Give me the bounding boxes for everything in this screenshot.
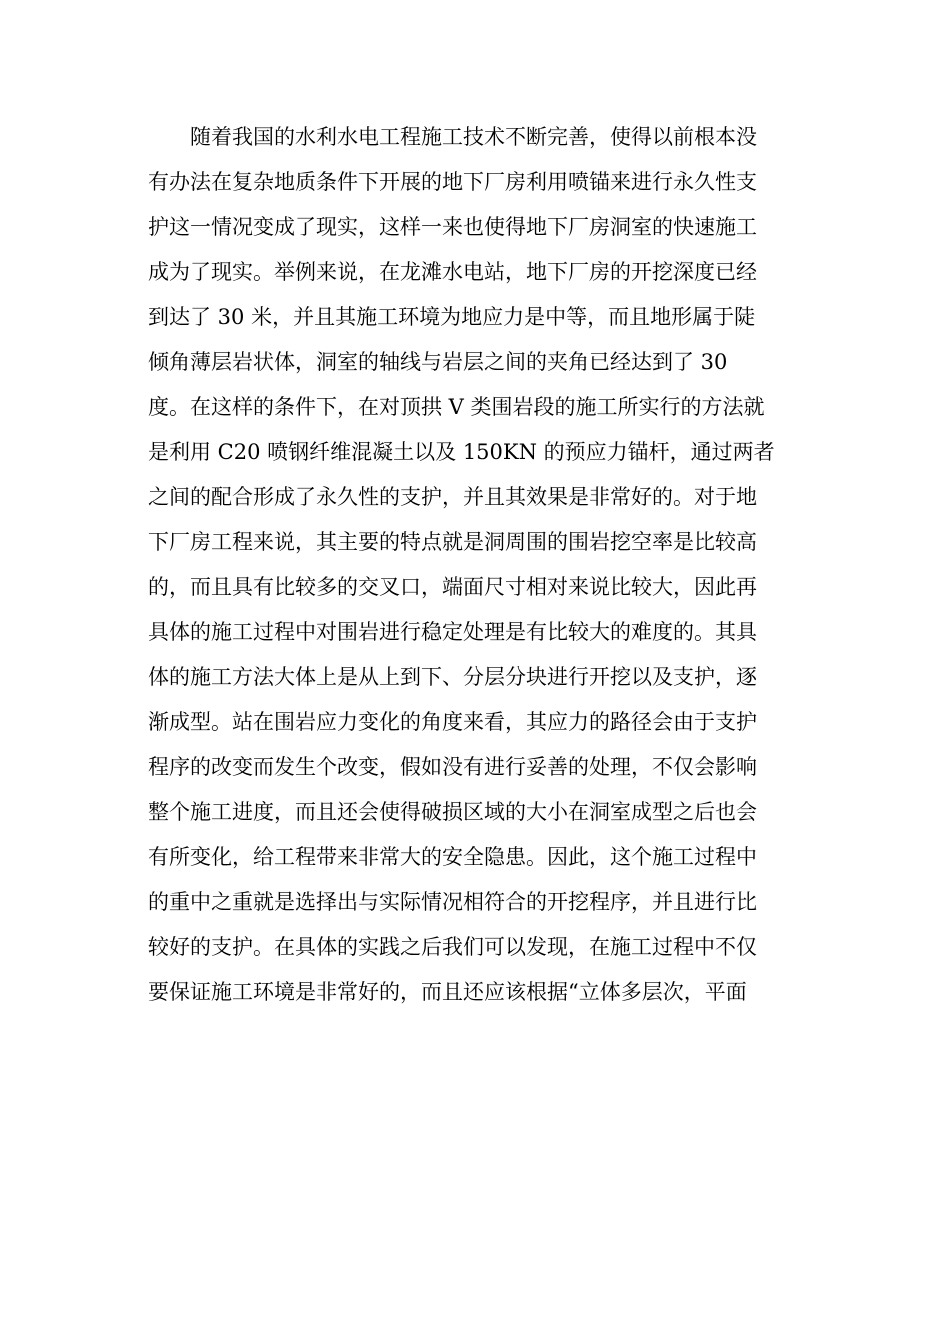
paragraph-line: 有办法在复杂地质条件下开展的地下厂房利用喷锚来进行永久性支 xyxy=(148,170,757,194)
paragraph-line: 体的施工方法大体上是从上到下、分层分块进行开挖以及支护，逐 xyxy=(148,665,757,689)
paragraph-line: 程序的改变而发生个改变，假如没有进行妥善的处理，不仅会影响 xyxy=(148,755,757,779)
paragraph-line: 要保证施工环境是非常好的，而且还应该根据“立体多层次，平面 xyxy=(148,980,747,1004)
paragraph-line: 较好的支护。在具体的实践之后我们可以发现，在施工过程中不仅 xyxy=(148,935,757,959)
paragraph-line: 的，而且具有比较多的交叉口，端面尺寸相对来说比较大，因此再 xyxy=(148,575,757,599)
paragraph-line: 具体的施工过程中对围岩进行稳定处理是有比较大的难度的。其具 xyxy=(148,620,757,644)
paragraph-line: 之间的配合形成了永久性的支护，并且其效果是非常好的。对于地 xyxy=(148,485,757,509)
paragraph-line: 到达了 30 米，并且其施工环境为地应力是中等，而且地形属于陡 xyxy=(148,305,756,329)
paragraph-line: 成为了现实。举例来说，在龙滩水电站，地下厂房的开挖深度已经 xyxy=(148,260,757,284)
body-paragraph xyxy=(148,115,808,1015)
paragraph-line: 度。在这样的条件下，在对顶拱 V 类围岩段的施工所实行的方法就 xyxy=(148,395,765,419)
paragraph-line: 下厂房工程来说，其主要的特点就是洞周围的围岩挖空率是比较高 xyxy=(148,530,757,554)
paragraph-line: 有所变化，给工程带来非常大的安全隐患。因此，这个施工过程中 xyxy=(148,845,757,869)
paragraph-line: 是利用 C20 喷钢纤维混凝土以及 150KN 的预应力锚杆，通过两者 xyxy=(148,440,775,464)
paragraph-line: 的重中之重就是选择出与实际情况相符合的开挖程序，并且进行比 xyxy=(148,890,757,914)
paragraph-line: 倾角薄层岩状体，洞室的轴线与岩层之间的夹角已经达到了 30 xyxy=(148,350,728,374)
paragraph-line: 护这一情况变成了现实，这样一来也使得地下厂房洞室的快速施工 xyxy=(148,215,757,239)
paragraph-line: 随着我国的水利水电工程施工技术不断完善，使得以前根本没 xyxy=(190,125,757,149)
paragraph-line: 整个施工进度，而且还会使得破损区域的大小在洞室成型之后也会 xyxy=(148,800,757,824)
paragraph-line: 渐成型。站在围岩应力变化的角度来看，其应力的路径会由于支护 xyxy=(148,710,757,734)
